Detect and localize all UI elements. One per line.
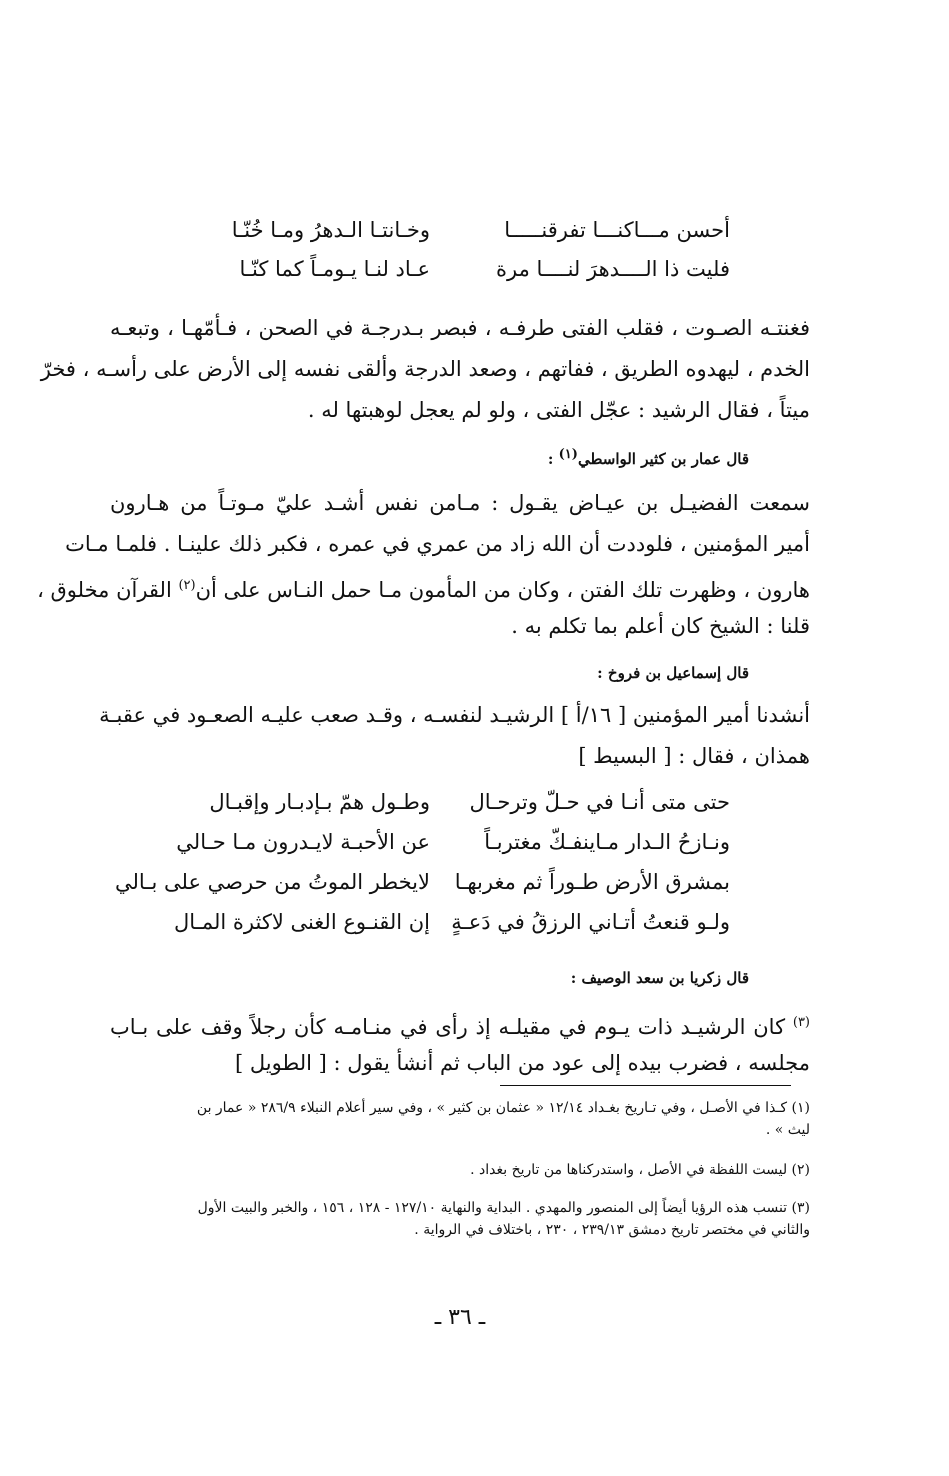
verse-hemistich-second: إن القنـوع الغنى لاكثرة المـال [174,910,430,934]
footnote-line: (٣) تنسب هذه الرؤيا أيضاً إلى المنصور والمهدي . البداية والنهاية ١٢٧/١٠ - ١٢٨ ، ١٥٦ ، والخبر والبيت الأول [197,1200,810,1216]
text-line: الخدم ، ليهدوه الطريق ، ففاتهم ، وصعد الدرجة وألقى نفسه إلى الأرض على رأسـه ، فخرّ [40,357,810,381]
text-line: مجلسه ، فضرب بيده إلى عود من الباب ثم أنشأ يقول : [ الطويل ] [235,1051,810,1075]
page-number: ـ ٣٦ ـ [434,1305,486,1330]
text-segment: القرآن مخلوق ، [37,578,179,602]
verse-hemistich-second: عـاد لنـا يـومـاً كما كنّـا [239,257,430,281]
verse-hemistich-second: لايخطر الموتُ من حرصي على بـالي [115,870,430,894]
verse-hemistich-first: ونـازحُ الـدار مـاينفـكّ مغتربـاً [484,830,730,854]
narrator-heading: قال زكريا بن سعد الوصيف : [570,969,749,987]
text-line: سمعت الفضيـل بن عيـاض يقـول : مـامن نفس أشـد عليّ مـوتـاً من هـارون [110,491,810,515]
heading-text: قال عمار بن كثير الواسطي [577,450,749,468]
text-line: همذان ، فقال : [ البسيط ] [578,744,810,768]
footnote-line: ليث » . [765,1122,810,1138]
text-line: أنشدنا أمير المؤمنين [ ١٦/أ ] الرشيـد لنفسـه ، وقـد صعب عليـه الصعـود في عقبـة [99,703,810,727]
text-line [37,565,810,606]
text-line: ميتاً ، فقال الرشيد : عجّل الفتى ، ولو لم يعجل لوهبتها له . [307,398,810,422]
verse-hemistich-first: بمشرق الأرض طـوراً ثم مغربهـا [454,870,730,894]
footnote-ref: (٣) [792,1015,810,1030]
paragraph [99,695,810,777]
footnote-separator [500,1085,791,1086]
verse-hemistich-second: وطـول همّ بـإدبـار وإقبـال [209,790,430,814]
text-segment: هارون ، وظهرت تلك الفتن ، وكان من المأمون مـا حمل النـاس على أن [195,578,810,602]
paragraph [110,1002,810,1084]
heading-colon: : [547,450,559,468]
footnote-ref: (١) [558,447,578,462]
verse-hemistich-first: أحسن مـــاكنـــا تفرقنـــــا [504,218,730,242]
footnote-line: (١) كـذا في الأصـل ، وفي تـاريخ بغـداد ١٢/١٤ « عثمان بن كثير » ، وفي سير أعلام النبلاء ٢٨٦/٩ « عمار بن [196,1100,810,1116]
footnote-line: (٢) ليست اللفظة في الأصل ، واستدركناها من تاريخ بغداد . [470,1162,810,1178]
footnote-line: والثاني في مختصر تاريخ دمشق ٢٣٩/١٣ ، ٢٣٠ ، باختلاف في الرواية . [414,1222,810,1238]
paragraph [40,308,810,431]
footnote-ref: (٢) [178,578,196,593]
footnote [110,1159,810,1181]
text-line: قلنا : الشيخ كان أعلم بما تكلم به . [511,614,810,638]
verse-hemistich-first: ولـو قنعتُ أتـاني الرزقُ في دَعـةٍ [451,910,730,934]
footnote [110,1097,810,1141]
footnote [110,1197,810,1241]
narrator-heading: قال إسماعيل بن فروخ : [597,664,749,682]
verse-hemistich-first: فليت ذا الــــدهرَ لنــــا مرة [496,257,730,281]
verse-hemistich-second: وخـانتـا الـدهرُ ومـا خُنّـا [231,218,430,242]
text-line [110,1002,810,1043]
paragraph [37,483,810,647]
verse-hemistich-first: حتى متى أنـا في حـلّ وترحـال [469,790,730,814]
text-line: أمير المؤمنين ، فلوددت أن الله زاد من عمري في عمره ، فكبر ذلك علينـا . فلمـا مـات [65,532,810,556]
narrator-heading [548,447,749,468]
text-segment: كان الرشيـد ذات يـوم في مقيلـه إذ رأى في منـامـه كأن رجلاً وقف على بـاب [110,1015,786,1039]
verse-hemistich-second: عن الأحبـة لايـدرون مـا حـالي [176,830,430,854]
text-line: فغنتـه الصـوت ، فقلب الفتى طرفـه ، فبصر بـدرجـة في الصحن ، فـأمّهـا ، وتبعـه [110,316,810,340]
